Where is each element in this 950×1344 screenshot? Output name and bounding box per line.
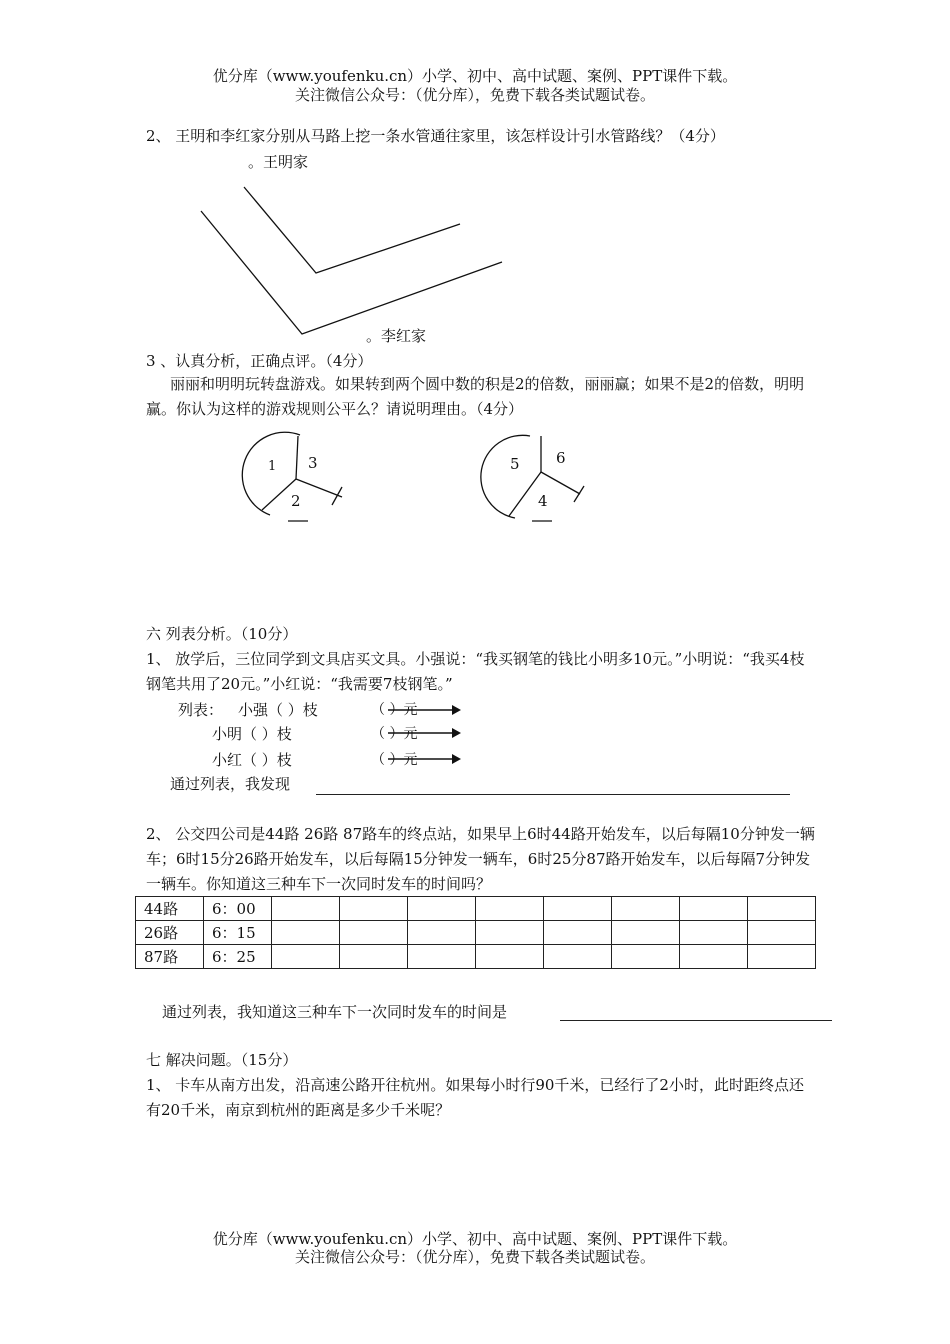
list-conclusion-label: 通过列表，我发现 bbox=[170, 775, 291, 793]
blank-cell[interactable] bbox=[748, 897, 816, 921]
blank-cell[interactable] bbox=[476, 897, 544, 921]
list-row-xiaohong-price: （ ）元 bbox=[371, 752, 418, 768]
list-conclusion-answer-line[interactable] bbox=[316, 794, 790, 795]
spinner-wheel-2 bbox=[481, 435, 584, 521]
blank-cell[interactable] bbox=[340, 897, 408, 921]
list-row-xiaoming-price: （ ）元 bbox=[371, 726, 418, 742]
wheel-1-divider-top bbox=[296, 436, 298, 479]
footer-line-1: 优分库（www.youfenku.cn）小学、初中、高中试题、案例、PPT课件下载。 bbox=[212, 1230, 738, 1248]
pens-question: 1、 放学后，三位同学到文具店买文具。小强说：“我买钢笔的钱比小明多10元。”小明说：“我买4枝钢笔共用了20元。”小红说：“我需要7枝钢笔。” bbox=[146, 650, 805, 693]
table-row bbox=[136, 945, 816, 969]
blank-cell[interactable] bbox=[680, 945, 748, 969]
truck-question: 1、 卡车从南方出发，沿高速公路开往杭州。如果每小时行90千米，已经行了2小时，此时距终点还有20千米，南京到杭州的距离是多少千米呢？ bbox=[146, 1076, 804, 1119]
pipe-question: 2、 王明和李红家分别从马路上挖一条水管通往家里，该怎样设计引水管路线？（4分） bbox=[146, 127, 725, 145]
blank-cell[interactable] bbox=[408, 945, 476, 969]
wheel-2-arc bbox=[481, 435, 530, 518]
blank-cell[interactable] bbox=[408, 921, 476, 945]
blank-cell[interactable] bbox=[340, 945, 408, 969]
list-row-xiaoqiang-price: （ ）元 bbox=[371, 702, 418, 718]
blank-cell[interactable] bbox=[340, 921, 408, 945]
wheel-1-number-2: 2 bbox=[291, 492, 301, 510]
arrow-heads bbox=[452, 705, 461, 764]
bus-question: 2、 公交四公司是44路 26路 87路车的终点站，如果早上6时44路开始发车，以后每隔10分钟发一辆车；6时15分26路开始发车，以后每隔15分钟发一辆车，6时25分87路开始发车，以后每隔7分钟发一辆车。你知道这三种车下一次同时发车的时间吗？ bbox=[146, 825, 815, 893]
wheel-2-divider-right bbox=[541, 472, 580, 494]
blank-cell[interactable] bbox=[272, 921, 340, 945]
blank-cell[interactable] bbox=[612, 921, 680, 945]
wheel-2-divider-left bbox=[509, 472, 541, 516]
game-question-body: 丽丽和明明玩转盘游戏。如果转到两个圆中数的积是2的倍数，丽丽赢；如果不是2的倍数，明明赢。你认为这样的游戏规则公平么？请说明理由。（4分） bbox=[146, 375, 805, 418]
blank-cell[interactable] bbox=[408, 897, 476, 921]
road-outer-edge bbox=[201, 211, 502, 334]
blank-cell[interactable] bbox=[748, 945, 816, 969]
road-diagram bbox=[201, 187, 502, 334]
wheel-2-number-6: 6 bbox=[556, 449, 566, 467]
game-question-title: 3 、认真分析，正确点评。（4分） bbox=[146, 352, 373, 370]
header-line-2: 关注微信公众号：（优分库），免费下载各类试题试卷。 bbox=[294, 86, 655, 104]
route-cell: 44路 bbox=[136, 897, 204, 921]
table-row bbox=[136, 921, 816, 945]
blank-cell[interactable] bbox=[748, 921, 816, 945]
blank-cell[interactable] bbox=[272, 945, 340, 969]
start-time-cell: 6：25 bbox=[204, 945, 272, 969]
wheel-2-number-5: 5 bbox=[510, 455, 520, 473]
header-line-1: 优分库（www.youfenku.cn）小学、初中、高中试题、案例、PPT课件下载。 bbox=[212, 67, 738, 85]
blank-cell[interactable] bbox=[680, 921, 748, 945]
blank-cell[interactable] bbox=[544, 921, 612, 945]
blank-cell[interactable] bbox=[476, 921, 544, 945]
bus-conclusion-answer-line[interactable] bbox=[560, 1020, 832, 1021]
wang-home-label: 。王明家 bbox=[248, 153, 309, 171]
arrow-head-2 bbox=[452, 728, 461, 738]
li-home-label: 。李红家 bbox=[366, 327, 427, 345]
wheel-1-divider-right bbox=[296, 479, 342, 497]
arrow-head-3 bbox=[452, 754, 461, 764]
arrow-head-1 bbox=[452, 705, 461, 715]
list-row-xiaoqiang-count: 小强（ ）枝 bbox=[238, 701, 318, 719]
start-time-cell: 6：00 bbox=[204, 897, 272, 921]
blank-cell[interactable] bbox=[612, 897, 680, 921]
start-time-cell: 6：15 bbox=[204, 921, 272, 945]
table-row bbox=[136, 897, 816, 921]
section-7-title: 七 解决问题。（15分） bbox=[146, 1051, 298, 1069]
wheel-2-number-4: 4 bbox=[538, 492, 548, 510]
wheel-2-tick bbox=[574, 486, 584, 502]
blank-cell[interactable] bbox=[476, 945, 544, 969]
wheel-1-number-3: 3 bbox=[308, 454, 318, 472]
list-label: 列表： bbox=[178, 701, 224, 719]
route-cell: 26路 bbox=[136, 921, 204, 945]
list-row-xiaoming-count: 小明（ ）枝 bbox=[212, 725, 292, 743]
blank-cell[interactable] bbox=[544, 945, 612, 969]
section-6-title: 六 列表分析。（10分） bbox=[146, 625, 298, 643]
footer-line-2: 关注微信公众号：（优分库），免费下载各类试题试卷。 bbox=[294, 1248, 655, 1266]
bus-conclusion-label: 通过列表，我知道这三种车下一次同时发车的时间是 bbox=[162, 1003, 508, 1021]
blank-cell[interactable] bbox=[544, 897, 612, 921]
route-cell: 87路 bbox=[136, 945, 204, 969]
wheel-1-number-1: 1 bbox=[268, 459, 277, 474]
bus-schedule-table bbox=[135, 896, 816, 969]
list-row-xiaohong-count: 小红（ ）枝 bbox=[212, 751, 292, 769]
road-inner-edge bbox=[244, 187, 460, 273]
blank-cell[interactable] bbox=[680, 897, 748, 921]
blank-cell[interactable] bbox=[612, 945, 680, 969]
blank-cell[interactable] bbox=[272, 897, 340, 921]
